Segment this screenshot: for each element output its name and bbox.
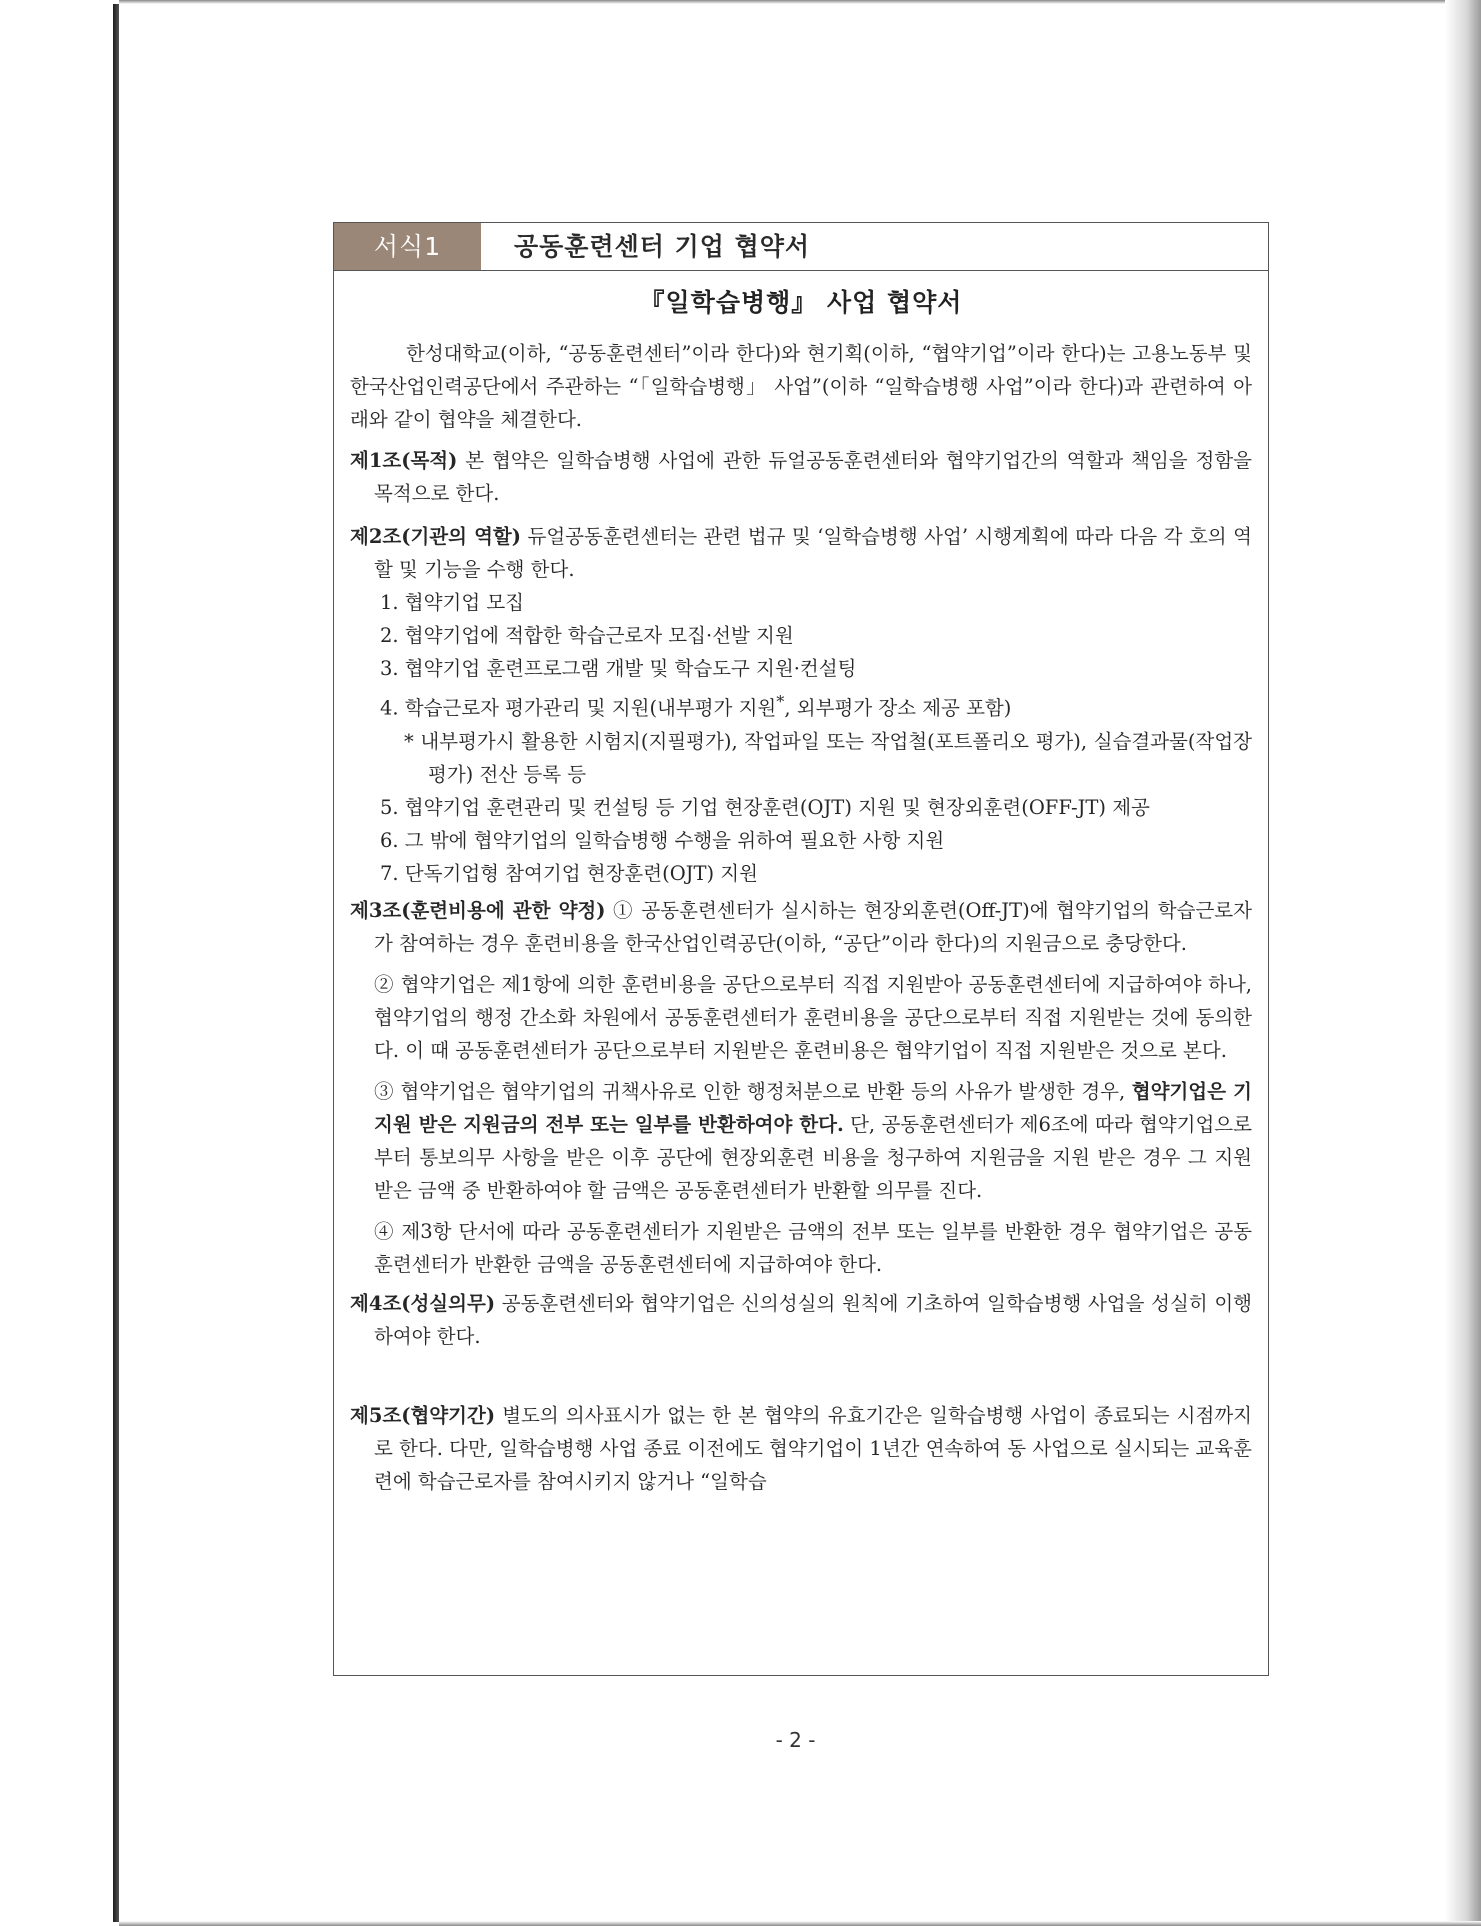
list-item: 3. 협약기업 훈련프로그램 개발 및 학습도구 지원·컨설팅	[380, 657, 857, 680]
article-2-heading: 제2조(기관의 역할)	[350, 525, 521, 548]
article-3-heading: 제3조(훈련비용에 관한 약정)	[350, 898, 606, 922]
article-3-paragraph-2: ② 협약기업은 제1항에 의한 훈련비용을 공단으로부터 직접 지원받아 공동훈련센터에 지급하여야 하나, 협약기업의 행정 간소화 차원에서 공동훈련센터가 훈련비용을 공단으로부터 직접 지원받는 것에 동의한다. 이 때 공동훈련센터가 공단으로부터 지원받은 훈련비용은 협약기업이 직접 지원받은 것으로 본다.	[374, 972, 1252, 1062]
form-title: 공동훈련센터 기업 협약서	[514, 232, 811, 261]
content-frame	[333, 222, 1269, 1676]
page-top-edge	[119, 0, 1481, 4]
item-4-text-b: , 외부평가 장소 제공 포함)	[784, 696, 1012, 720]
form-tag: 서식1	[334, 223, 481, 270]
article-2	[350, 520, 1252, 586]
list-item	[380, 685, 1252, 725]
article-3-paragraph-1: ① 공동훈련센터가 실시하는 현장외훈련(Off-JT)에 협약기업의 학습근로자가 참여하는 경우 훈련비용을 한국산업인력공단(이하, “공단”이라 한다)의 지원금으로 충당한다.	[374, 898, 1252, 955]
article-5-heading: 제5조(협약기간)	[350, 1403, 496, 1427]
page-number: - 2 -	[775, 1728, 816, 1752]
item-4-text-a: 4. 학습근로자 평가관리 및 지원(내부평가 지원	[380, 696, 777, 720]
article-5	[350, 1399, 1252, 1498]
article-5-text: 별도의 의사표시가 없는 한 본 협약의 유효기간은 일학습병행 사업이 종료되는 시점까지로 한다. 다만, 일학습병행 사업 종료 이전에도 협약기업이 1년간 연속하여 동 사업으로 실시되는 교육훈련에 학습근로자를 참여시키지 않거나 “일학습	[374, 1403, 1252, 1493]
intro-paragraph: 한성대학교(이하, “공동훈련센터”이라 한다)와 현기획(이하, “협약기업”이라 한다)는 고용노동부 및 한국산업인력공단에서 주관하는 “「일학습병행」 사업”(이하 “일학습병행 사업”이라 한다)과 관련하여 아래와 같이 협약을 체결한다.	[350, 342, 1252, 431]
article-4-text: 공동훈련센터와 협약기업은 신의성실의 원칙에 기초하여 일학습병행 사업을 성실히 이행하여야 한다.	[374, 1291, 1252, 1348]
article-4	[350, 1287, 1252, 1353]
document-body	[350, 337, 1252, 1498]
article-1	[350, 444, 1252, 510]
article-4-heading: 제4조(성실의무)	[350, 1291, 496, 1315]
document-title: 『일학습병행』 사업 협약서	[639, 288, 963, 317]
article-2-note: * 내부평가시 활용한 시험지(지필평가), 작업파일 또는 작업철(포트폴리오 평가), 실습결과물(작업장 평가) 전산 등록 등	[404, 729, 1252, 786]
list-item: 5. 협약기업 훈련관리 및 컨설팅 등 기업 현장훈련(OJT) 지원 및 현장외훈련(OFF-JT) 제공	[380, 795, 1150, 819]
list-item: 2. 협약기업에 적합한 학습근로자 모집·선발 지원	[380, 624, 794, 647]
paragraph-3-text-a: ③ 협약기업은 협약기업의 귀책사유로 인한 행정처분으로 반환 등의 사유가 발생한 경우,	[374, 1079, 1132, 1103]
spacer	[350, 1353, 1252, 1393]
item-4-footnote-mark: *	[776, 692, 785, 711]
article-1-text: 본 협약은 일학습병행 사업에 관한 듀얼공동훈련센터와 협약기업간의 역할과 책임을 정함을 목적으로 한다.	[374, 449, 1253, 505]
form-header	[334, 223, 1268, 271]
article-3	[350, 894, 1252, 960]
article-3-paragraph-3	[350, 1075, 1252, 1207]
article-2-list	[350, 586, 1252, 725]
paragraph-3-text-b: 단, 공동훈련센터가 제6조에 따라 협약기업으로부터 통보의무 사항을 받은 이후 공단에 현장외훈련 비용을 청구하여 지원금을 지원 받은 경우 그 지원 받은 금액 중 반환하여야 할 금액은 공동훈련센터가 반환할 의무를 진다.	[374, 1112, 1252, 1202]
article-2-text: 듀얼공동훈련센터는 관련 법규 및 ‘일학습병행 사업’ 시행계획에 따라 다음 각 호의 역할 및 기능을 수행 한다.	[374, 525, 1252, 581]
list-item: 1. 협약기업 모집	[380, 591, 525, 614]
list-item: 6. 그 밖에 협약기업의 일학습병행 수행을 위하여 필요한 사항 지원	[380, 828, 945, 852]
article-2-list-continued	[350, 791, 1252, 890]
binding-spine	[113, 4, 119, 1922]
list-item: 7. 단독기업형 참여기업 현장훈련(OJT) 지원	[380, 861, 758, 885]
paragraph-3-emphasis: 협약기업은 기지원 받은 지원금의 전부 또는 일부를 반환하여야 한다.	[374, 1079, 1252, 1136]
page-bottom-edge	[119, 1921, 1481, 1926]
article-3-paragraph-4: ④ 제3항 단서에 따라 공동훈련센터가 지원받은 금액의 전부 또는 일부를 반환한 경우 협약기업은 공동훈련센터가 반환한 금액을 공동훈련센터에 지급하여야 한다.	[374, 1219, 1252, 1276]
page-right-edge	[1445, 0, 1481, 1926]
article-1-heading: 제1조(목적)	[350, 449, 458, 472]
